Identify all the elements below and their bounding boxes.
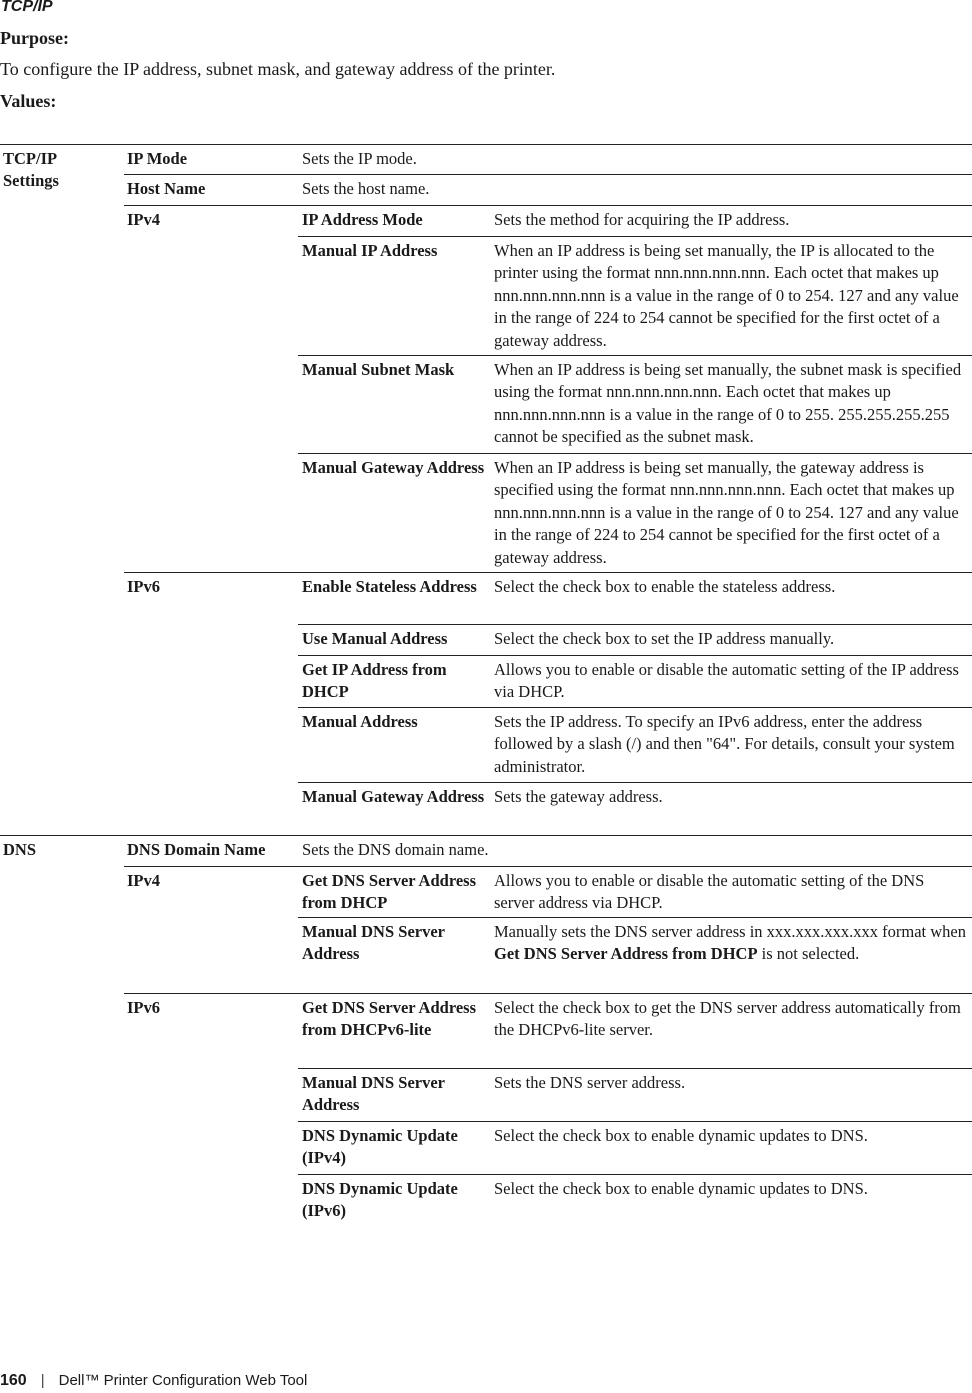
sub-setting-label: Manual Gateway Address (302, 787, 485, 806)
values-label: Values: (0, 91, 57, 111)
description-text: When an IP address is being set manually, the subnet mask is specified using the format nnn.nnn.nnn.nnn. Each octet that makes up nnn.nnn.nnn.nnn is a value in the range of 0 to 255. 255.255.255.255 cannot be specified as the subnet mask. (494, 360, 962, 447)
category-label: DNS (3, 840, 37, 859)
sub-setting-label: Get DNS Server Address from DHCPv6-lite (302, 998, 477, 1040)
row-divider (124, 572, 972, 573)
purpose-text: To configure the IP address, subnet mask, and gateway address of the printer. (0, 59, 556, 79)
setting-description (494, 870, 968, 915)
row-divider (298, 1174, 972, 1175)
sub-setting-label: Manual DNS Server Address (302, 1073, 445, 1115)
sub-setting-label: Get DNS Server Address from DHCP (302, 871, 477, 913)
row-divider (298, 624, 972, 625)
sub-setting-label: DNS Dynamic Update (IPv4) (302, 1126, 458, 1168)
sub-setting-label: Manual Subnet Mask (302, 360, 455, 379)
sub-setting-label: DNS Dynamic Update (IPv6) (302, 1179, 458, 1221)
description-text: Manually sets the DNS server address in xxx.xxx.xxx.xxx format when (494, 922, 966, 941)
setting-description (494, 240, 968, 352)
row-divider (124, 866, 972, 867)
setting-description (302, 148, 967, 170)
description-text: Sets the IP mode. (302, 149, 417, 168)
purpose-label: Purpose: (0, 28, 69, 48)
setting-description (494, 1178, 968, 1200)
row-divider (298, 782, 972, 783)
footer-separator: | (40, 1372, 45, 1389)
setting-description (494, 576, 968, 598)
row-divider (124, 993, 972, 994)
setting-description (494, 359, 968, 449)
setting-description (494, 711, 968, 778)
description-emphasis: Get DNS Server Address from DHCP (494, 944, 758, 964)
row-divider (298, 1121, 972, 1122)
description-text: Sets the method for acquiring the IP address. (494, 210, 790, 229)
setting-description (494, 457, 968, 569)
row-divider (298, 655, 972, 656)
description-text: Select the check box to enable dynamic updates to DNS. (494, 1126, 868, 1145)
row-divider (124, 205, 972, 206)
sub-setting-label: Manual IP Address (302, 241, 438, 260)
sub-setting-label: Enable Stateless Address (302, 577, 477, 596)
row-divider (298, 707, 972, 708)
description-text: Select the check box to set the IP address manually. (494, 629, 835, 648)
setting-description (494, 921, 968, 966)
setting-label: Host Name (127, 179, 206, 198)
setting-description (302, 839, 967, 861)
sub-setting-label: Manual Address (302, 712, 418, 731)
page-footer (0, 1372, 307, 1390)
description-text: Allows you to enable or disable the automatic setting of the IP address via DHCP. (494, 660, 959, 702)
description-text: Allows you to enable or disable the automatic setting of the DNS server address via DHCP. (494, 871, 925, 913)
section-title: TCP/IP (1, 0, 53, 15)
setting-label: IPv6 (127, 998, 160, 1017)
description-text: is not selected. (757, 944, 860, 964)
sub-setting-label: Get IP Address from DHCP (302, 660, 447, 702)
setting-label: IP Mode (127, 149, 188, 168)
row-divider (124, 174, 972, 175)
sub-setting-label: Use Manual Address (302, 629, 448, 648)
description-text: Select the check box to enable the stateless address. (494, 577, 836, 596)
setting-label: IPv4 (127, 871, 160, 890)
setting-description (494, 1125, 968, 1147)
description-text: Sets the host name. (302, 179, 430, 198)
setting-description (494, 659, 968, 704)
setting-label: IPv4 (127, 210, 160, 229)
description-text: When an IP address is being set manually, the IP is allocated to the printer using the format nnn.nnn.nnn.nnn. Each octet that makes up nnn.nnn.nnn.nnn is a value in the range of 0 to 254. 127 and any value in the range of 224 to 254 cannot be specified for the first octet of a gateway address. (494, 241, 959, 350)
setting-description (494, 1072, 968, 1094)
footer-title: Dell™ Printer Configuration Web Tool (58, 1372, 308, 1389)
description-text: Select the check box to enable dynamic updates to DNS. (494, 1179, 868, 1198)
description-text: Sets the DNS domain name. (302, 840, 489, 859)
setting-description (494, 786, 968, 808)
description-text: When an IP address is being set manually, the gateway address is specified using the format nnn.nnn.nnn.nnn. Each octet that makes up nnn.nnn.nnn.nnn is a value in the range of 0 to 254. 127 and any value in the range of 224 to 254 cannot be specified for the first octet of a gateway address. (494, 458, 959, 567)
description-text: Sets the gateway address. (494, 787, 663, 806)
page-number: 160 (0, 1372, 27, 1389)
description-text: Select the check box to get the DNS server address automatically from the DHCPv6-lite server. (494, 998, 961, 1040)
sub-setting-label: IP Address Mode (302, 210, 423, 229)
row-divider (298, 1068, 972, 1069)
setting-description (302, 178, 967, 200)
setting-description (494, 209, 968, 231)
row-divider (0, 835, 972, 836)
description-text: Sets the IP address. To specify an IPv6 address, enter the address followed by a slash (/) and then "64". For details, consult your system administrator. (494, 712, 955, 776)
sub-setting-label: Manual DNS Server Address (302, 922, 445, 964)
row-divider (298, 236, 972, 237)
description-text: Sets the DNS server address. (494, 1073, 686, 1092)
row-divider (298, 355, 972, 356)
setting-label: IPv6 (127, 577, 160, 596)
setting-label: DNS Domain Name (127, 840, 266, 859)
row-divider (298, 453, 972, 454)
setting-description (494, 628, 968, 650)
row-divider (298, 917, 972, 918)
setting-description (494, 997, 968, 1042)
row-divider (0, 144, 972, 145)
sub-setting-label: Manual Gateway Address (302, 458, 485, 477)
category-label: TCP/IP Settings (3, 149, 59, 191)
